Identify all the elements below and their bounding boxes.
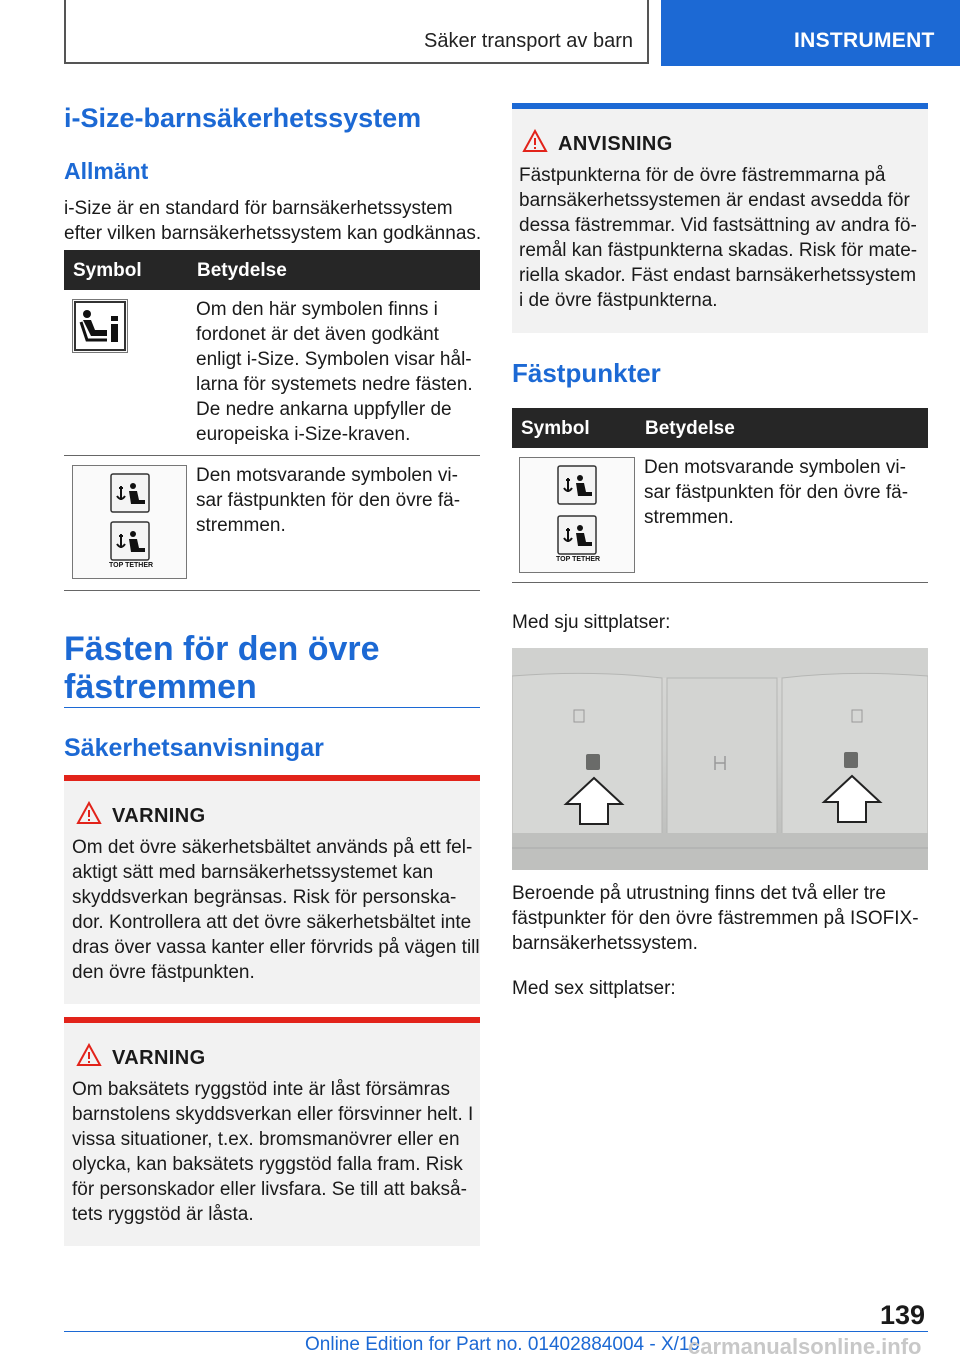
text-line: Den motsvarande symbolen vi- <box>644 457 906 478</box>
text-line: enligt i-Size. Symbolen visar hål- <box>196 349 472 370</box>
col-meaning-header: Betydelse <box>197 260 287 281</box>
section-title-anchor-points: Fästpunkter <box>512 358 661 388</box>
top-tether-label: TOP TETHER <box>556 556 601 563</box>
warning-bar <box>64 775 480 781</box>
text-line: stremmen. <box>644 507 734 528</box>
warning-text <box>72 1077 482 1227</box>
text-line: olycka, kan baksätets ryggstöd falla fram. Risk <box>72 1154 463 1175</box>
text-line: Den motsvarande symbolen vi- <box>196 465 458 486</box>
text-line: remål kan fästpunkterna skadas. Risk för mate- <box>519 240 918 261</box>
isize-symbol <box>72 299 128 353</box>
notice-bar <box>512 103 928 109</box>
text-line: stremmen. <box>196 515 286 536</box>
notice-text <box>519 163 929 313</box>
text-line: Fästpunkterna för de övre fästremmarna på <box>519 165 886 186</box>
seatback-anchor-photo <box>512 648 928 870</box>
anchor-table-header <box>512 408 928 448</box>
warning-title: VARNING <box>112 805 206 827</box>
header-section-label: Säker transport av barn <box>424 30 633 52</box>
seven-seats-caption: Med sju sittplatser: <box>512 612 671 633</box>
table-row-divider <box>512 582 928 583</box>
text-line: sar fästpunkten för den övre fä- <box>644 482 909 503</box>
text-line: De nedre ankarna uppfyller de <box>196 399 452 420</box>
section-rule <box>64 707 480 708</box>
text-line: dor. Kontrollera att det övre säkerhetsbältet inte <box>72 912 472 933</box>
text-line: för personskador eller livsfara. Se till att bakså- <box>72 1179 467 1200</box>
footer-rule <box>64 1331 928 1332</box>
top-tether-icon <box>520 458 634 572</box>
text-line: barnsäkerhetssystemen är endast avsedda för <box>519 190 910 211</box>
title-line: fästremmen <box>64 668 257 706</box>
notice-triangle-icon <box>522 129 548 153</box>
text-line: Om baksätets ryggstöd inte är låst försämras <box>72 1079 451 1100</box>
text-line: riella skador. Fäst endast barnsäkerhetssystem <box>519 265 917 286</box>
text-line: aktigt sätt med barnsäkerhetssystemet kan <box>72 862 434 883</box>
section-title-upper-tether <box>64 630 484 706</box>
warning-triangle-icon <box>76 1043 102 1067</box>
text-line: Om det övre säkerhetsbältet används på ett fel- <box>72 837 473 858</box>
subsection-title-general: Allmänt <box>64 158 149 184</box>
top-tether-meaning <box>196 463 486 538</box>
text-line: fästpunkter för den övre fästremmen på ISOFIX- <box>512 908 919 929</box>
text-line: dessa fästremmar. Vid fastsättning av andra fö- <box>519 215 917 236</box>
top-tether-symbol <box>519 457 635 573</box>
text-line: Om den här symbolen finns i <box>196 299 438 320</box>
col-symbol-header: Symbol <box>73 260 142 281</box>
subsection-title-safety: Säkerhetsanvisningar <box>64 734 324 762</box>
equipment-paragraph <box>512 881 932 956</box>
col-symbol-header: Symbol <box>521 418 590 439</box>
text-line: barnstolens skyddsverkan eller försvinner helt. I <box>72 1104 474 1125</box>
warning-title: VARNING <box>112 1047 206 1069</box>
warning-box-2 <box>64 1017 480 1246</box>
text-line: skyddsverkan begränsas. Risk för personska- <box>72 887 457 908</box>
title-line: Fästen för den övre <box>64 630 380 668</box>
top-tether-label: TOP TETHER <box>109 562 154 569</box>
warning-triangle-icon <box>76 801 102 825</box>
table-row-divider <box>64 590 480 591</box>
watermark: carmanualsonline.info <box>688 1334 922 1359</box>
top-tether-symbol <box>72 465 187 579</box>
text-line: fordonet är det även godkänt <box>196 324 439 345</box>
text-line: vissa situationer, t.ex. bromsmanövrer eller en <box>72 1129 460 1150</box>
text-line: i de övre fästpunkterna. <box>519 290 718 311</box>
page-number: 139 <box>880 1300 926 1330</box>
text-line: sar fästpunkten för den övre fä- <box>196 490 461 511</box>
table-row-divider <box>64 455 480 456</box>
six-seats-caption: Med sex sittplatser: <box>512 978 676 999</box>
header-chapter-label: INSTRUMENT <box>794 29 935 52</box>
text-line: barnsäkerhetssystem. <box>512 933 698 954</box>
notice-title: ANVISNING <box>558 133 673 155</box>
isize-seat-icon <box>73 300 127 352</box>
isize-meaning <box>196 297 486 447</box>
top-tether-meaning <box>644 455 934 530</box>
intro-line: i-Size är en standard för barnsäkerhetssystem <box>64 198 453 219</box>
text-line: tets ryggstöd är låsta. <box>72 1204 254 1225</box>
footer-edition: Online Edition for Part no. 01402884004 - X/19 <box>305 1334 701 1355</box>
warning-text <box>72 835 482 985</box>
seatback-illustration <box>512 648 928 870</box>
intro-line: efter vilken barnsäkerhetssystem kan godkännas. <box>64 223 482 244</box>
header-chapter-tab[interactable] <box>661 0 960 66</box>
intro-paragraph <box>64 196 484 246</box>
text-line: europeiska i-Size-kraven. <box>196 424 411 445</box>
text-line: larna för systemets nedre fästen. <box>196 374 473 395</box>
symbol-table-header <box>64 250 480 290</box>
notice-box <box>512 103 928 333</box>
text-line: dras över vassa kanter eller förvrids på vägen till <box>72 937 480 958</box>
col-meaning-header: Betydelse <box>645 418 735 439</box>
header-section-tab <box>64 0 649 64</box>
page-title: i-Size-barnsäkerhetssystem <box>64 103 422 133</box>
warning-box-1 <box>64 775 480 1004</box>
text-line: Beroende på utrustning finns det två eller tre <box>512 883 886 904</box>
text-line: den övre fästpunkten. <box>72 962 255 983</box>
warning-bar <box>64 1017 480 1023</box>
